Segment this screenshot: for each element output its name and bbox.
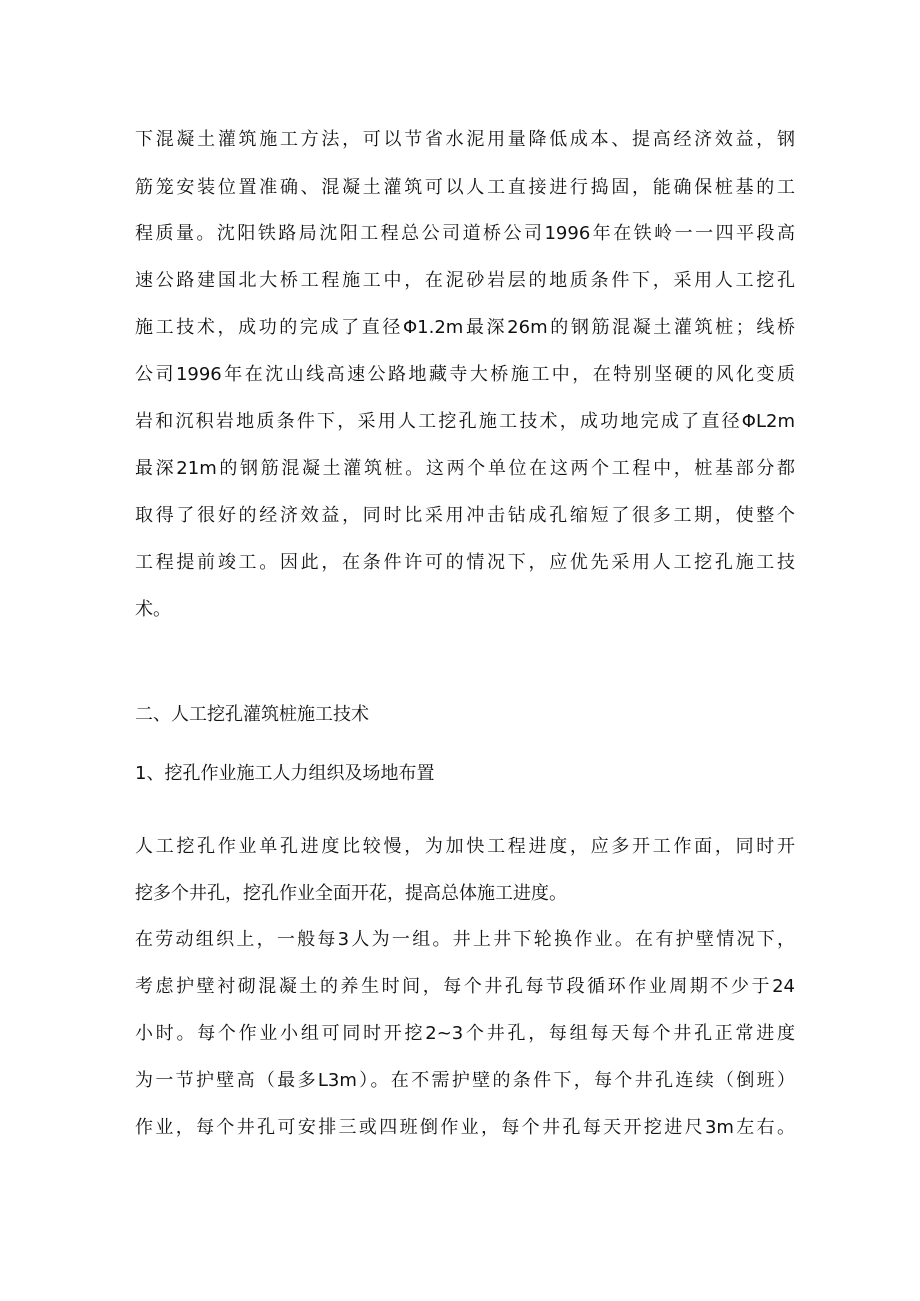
paragraph-1-line-2: 筋笼安装位置准确、混凝土灌筑可以人工直接进行捣固，能确保桩基的工 [135,177,795,198]
paragraph-3-line-5: 作业，每个井孔可安排三或四班倒作业，每个井孔每天开挖进尺3m左右。 [135,1117,795,1138]
section-heading: 二、人工挖孔灌筑桩施工技术 [135,704,369,725]
paragraph-1-line-9: 取得了很好的经济效益，同时比采用冲击钻成孔缩短了很多工期，使整个 [135,505,795,526]
paragraph-1-line-8: 最深21m的钢筋混凝土灌筑桩。这两个单位在这两个工程中，桩基部分都 [135,458,795,479]
paragraph-3-line-3: 小时。每个作业小组可同时开挖2~3个井孔，每组每天每个井孔正常进度 [135,1023,795,1044]
paragraph-3-line-1: 在劳动组织上，一般每3人为一组。井上井下轮换作业。在有护壁情况下， [135,929,795,950]
paragraph-2-line-1: 人工挖孔作业单孔进度比较慢，为加快工程进度，应多开工作面，同时开 [135,836,795,857]
paragraph-1-line-4: 速公路建国北大桥工程施工中，在泥砂岩层的地质条件下，采用人工挖孔 [135,270,795,291]
paragraph-1-line-6: 公司1996年在沈山线高速公路地藏寺大桥施工中，在特别坚硬的风化变质 [135,364,795,385]
paragraph-3-line-2: 考虑护壁衬砌混凝土的养生时间，每个井孔每节段循环作业周期不少于24 [135,976,795,997]
paragraph-1-line-3: 程质量。沈阳铁路局沈阳工程总公司道桥公司1996年在铁岭一一四平段高 [135,223,795,244]
paragraph-1-line-1: 下混凝土灌筑施工方法，可以节省水泥用量降低成本、提高经济效益，钢 [135,129,795,150]
paragraph-2-line-2: 挖多个井孔，挖孔作业全面开花，提高总体施工进度。 [135,883,567,904]
subsection-heading: 1、挖孔作业施工人力组织及场地布置 [135,763,435,784]
paragraph-3-line-4: 为一节护壁高（最多L3m）。在不需护壁的条件下，每个井孔连续（倒班） [135,1070,795,1091]
paragraph-1-line-5: 施工技术，成功的完成了直径Φ1.2m最深26m的钢筋混凝土灌筑桩；线桥 [135,317,795,338]
paragraph-1-line-7: 岩和沉积岩地质条件下，采用人工挖孔施工技术，成功地完成了直径ΦL2m [135,411,795,432]
paragraph-1-line-10: 工程提前竣工。因此，在条件许可的情况下，应优先采用人工挖孔施工技 [135,552,795,573]
paragraph-1-line-11: 术。 [135,599,171,620]
